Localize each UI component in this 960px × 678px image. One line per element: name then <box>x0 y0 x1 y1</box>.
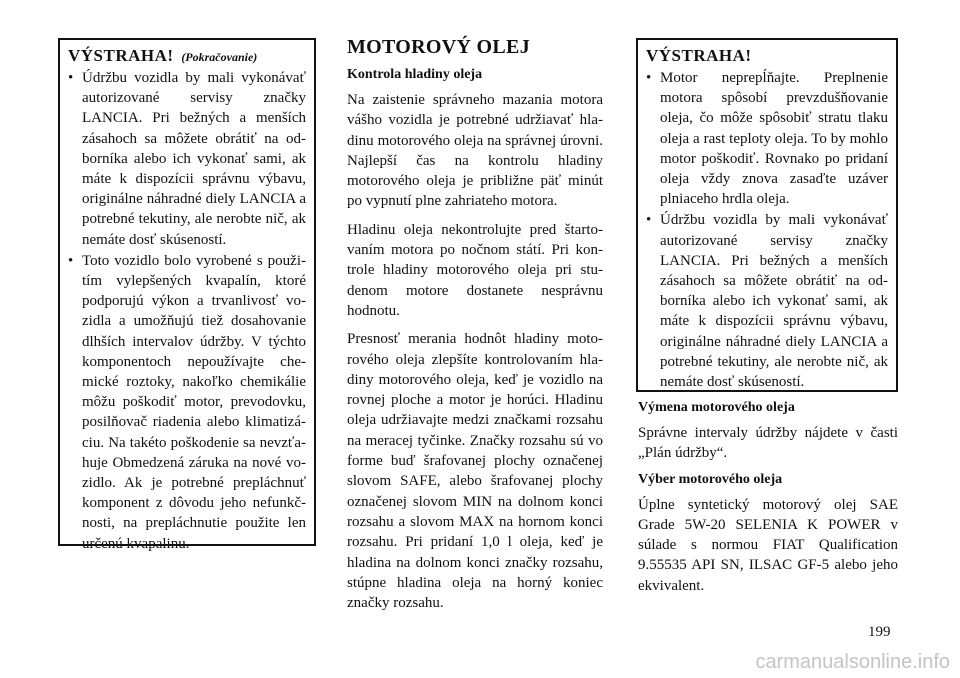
paragraph: Presnosť merania hodnôt hladiny motorového oleja zlepšíte kontrolovaním hladiny motorového oleja, keď je vozidlo na rovnej ploche a motor je horúci. Hladinu oleja udržiavajte medzi značkami rozsahu na meracej tyčinke. Značky rozsahu sú vo forme buď šrafovanej plochy označenej slovom SAFE, alebo šrafovanej plochy označenej slovom MIN na dolnom konci rozsahu a slovom MAX na hornom konci rozsahu. Pri pridaní 1,0 l oleja, keď je hladina na dolnom konci značky rozsahu, stúpne hladina oleja na horný koniec značky rozsahu. <box>347 331 603 612</box>
warning-item <box>68 251 306 554</box>
warning-box <box>636 38 898 392</box>
warning-item <box>646 210 888 392</box>
oil-change-section <box>638 400 898 604</box>
bullet-icon: • <box>646 212 652 229</box>
bullet-icon: • <box>68 70 74 86</box>
warning-item-text: Toto vozidlo bolo vyrobené s použitím vylepšených kvapalín, ktoré podporujú výkon a trvanlivosť vozidla a umožňujú tiež dosahovanie dlhších intervalov údržby. V týchto komponentoch nepoužívajte chemické roztoky, nakoľko chemikálie môžu poškodiť motor, prevodovku, posilňovač riadenia alebo klimatizáciu. Na takéto poškodenie sa nevzťahuje Obmedzená záruka na nové vozidlo. Ak je potrebné prepláchnuť komponent z dôvodu jeho nefunkčnosti, na prepláchnutie použite len určenú kvapalinu. <box>82 252 306 552</box>
warning-title: VÝSTRAHA! <box>68 46 174 65</box>
subsection-title: Výber motorového oleja <box>638 471 783 487</box>
warning-title: VÝSTRAHA! <box>646 46 752 65</box>
warning-item-text: Údržbu vozidla by mali vykonávať autorizované servisy značky LANCIA. Pri bežných a menších zásahoch sa môžete obrátiť na odborníka alebo ich vykonať sami, ak máte k dispozícii správnu výbavu, originálne náhradné diely LANCIA a potrebné tekutiny, ale nerobte nič, ak nemáte dosť skúseností. <box>82 70 306 248</box>
warning-item-text: Motor neprepĺňajte. Preplnenie motora spôsobí prevzdušňovanie oleja, čo môže spôsobiť stratu tlaku oleja a rast teploty oleja. To by mohlo motor poškodiť. Rovnako po pridaní oleja vždy znova zasaďte uzáver plniaceho hrdla oleja. <box>660 70 888 208</box>
warning-item <box>646 68 888 209</box>
warning-box-continued <box>58 38 316 552</box>
warning-list <box>68 68 306 554</box>
subsection-title: Výmena motorového oleja <box>638 400 795 415</box>
paragraph: Úplne syntetický motorový olej SAE Grade 5W-20 SELENIA K POWER v súlade s normou FIAT Qualification 9.55535 API SN, ILSAC GF-5 alebo jeho ekvivalent. <box>638 496 898 594</box>
page-number: 199 <box>868 624 891 640</box>
section-title: MOTOROVÝ OLEJ <box>347 36 530 58</box>
warning-continued-label: (Pokračovanie) <box>181 50 258 64</box>
warning-list <box>646 68 888 392</box>
paragraph: Správne intervaly údržby nájdete v časti „Plán údržby“. <box>638 425 898 462</box>
bullet-icon: • <box>646 70 652 86</box>
bullet-icon: • <box>68 252 74 269</box>
warning-item <box>68 68 306 250</box>
engine-oil-section <box>347 36 603 621</box>
subsection-title: Kontrola hladiny oleja <box>347 67 483 82</box>
watermark: carmanualsonline.info <box>755 651 950 673</box>
paragraph: Hladinu oleja nekontrolujte pred štartovaním motora po nočnom státí. Pri kontrole hladiny motorového oleja pri studenom motore dostanete nesprávnu hodnotu. <box>347 221 603 319</box>
paragraph: Na zaistenie správneho mazania motora vášho vozidla je potrebné udržiavať hladinu motorového oleja na správnej úrovni. Najlepší čas na kontrolu hladiny motorového oleja je približne päť minút po vypnutí plne zahriateho motora. <box>347 92 603 210</box>
warning-item-text: Údržbu vozidla by mali vykonávať autorizované servisy značky LANCIA. Pri bežných a menších zásahoch sa môžete obrátiť na odborníka alebo ich vykonať sami, ak máte k dispozícii správnu výbavu, originálne náhradné diely LANCIA a potrebné tekutiny, ale nerobte nič, ak nemáte dosť skúseností. <box>660 212 888 391</box>
warning-heading <box>68 46 306 66</box>
